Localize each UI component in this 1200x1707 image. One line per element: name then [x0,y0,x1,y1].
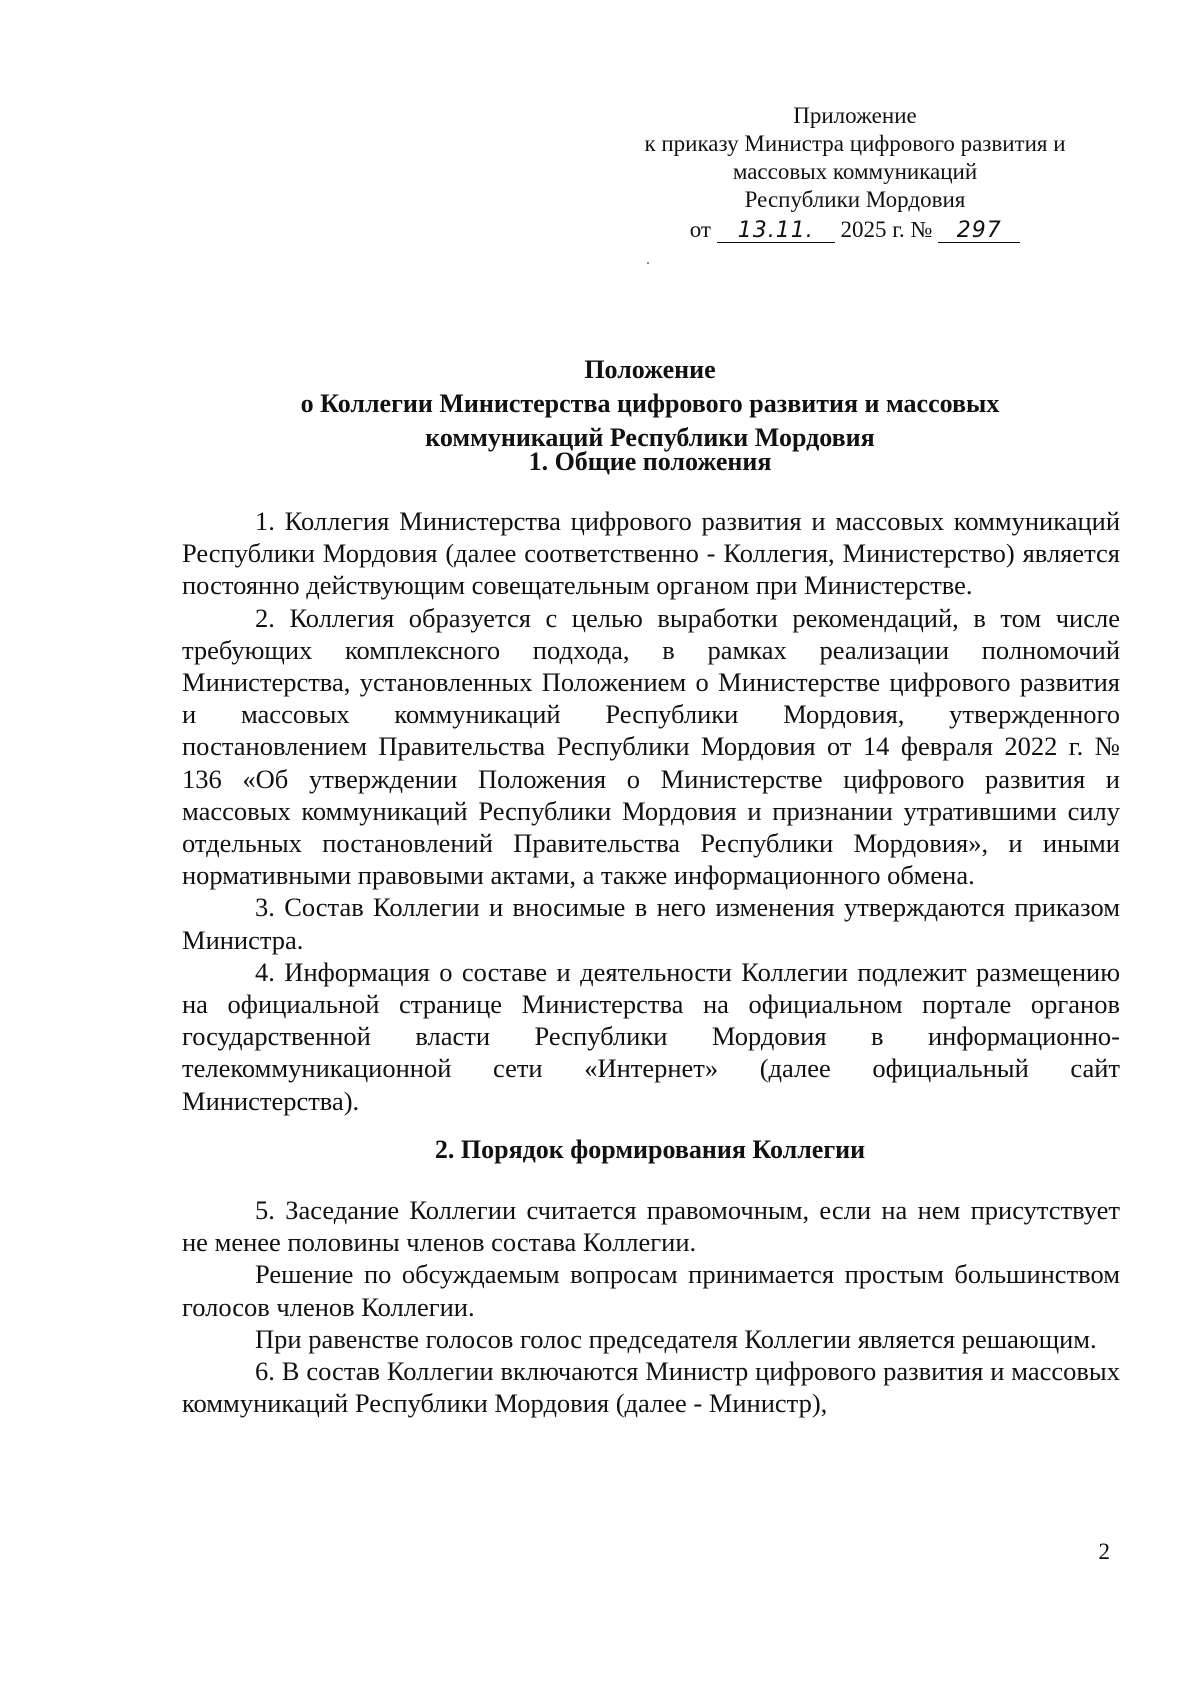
paragraph: 5. Заседание Коллегии считается правомочным, если на нем присутствует не менее половины членов состава Коллегии. [182,1195,1120,1258]
date-prefix: от [689,217,711,242]
paragraph: 4. Информация о составе и деятельности Коллегии подлежит размещению на официальной странице Министерства на официальном портале органов государственной власти Республики Мордовия в информационно-телекоммуникационной сети «Интернет» (далее официальный сайт Министерства). [182,956,1120,1116]
scan-speck [647,262,649,264]
section-heading-formation: 2. Порядок формирования Коллегии [434,1135,866,1164]
document-title [160,353,1140,455]
paragraph: При равенстве голосов голос председателя Коллегии является решающим. [255,1323,1097,1354]
attachment-line: к приказу Министра цифрового развития и [644,131,1066,156]
section-body-general [182,505,1120,1117]
paragraph: 3. Состав Коллегии и вносимые в него изменения утверждаются приказом Министра. [182,892,1120,955]
title-line: Положение [584,355,716,384]
attachment-line: Приложение [793,103,917,128]
page-number: 2 [1098,1539,1110,1564]
attachment-line: Республики Мордовия [744,187,966,212]
attachment-line: массовых коммуникаций [732,159,978,184]
attachment-header [620,102,1090,244]
section-body-formation [182,1194,1120,1419]
paragraph: 6. В состав Коллегии включаются Министр цифрового развития и массовых коммуникаций Республики Мордовия (далее - Министр), [182,1356,1120,1419]
handwritten-date: 13.11. [717,220,835,243]
paragraph: 1. Коллегия Министерства цифрового развития и массовых коммуникаций Республики Мордовия (далее соответственно - Коллегия, Министерство) является постоянно действующим совещательным органом при Министерстве. [182,506,1120,601]
date-year: 2025 г. № [840,217,933,242]
title-line: о Коллегии Министерства цифрового развития и массовых [300,389,1000,418]
paragraph: 2. Коллегия образуется с целью выработки рекомендаций, в том числе требующих комплексного подхода, в рамках реализации полномочий Министерства, установленных Положением о Министерстве цифрового развития и массовых коммуникаций Республики Мордовия, утвержденного постановлением Правительства Республики Мордовия от 14 февраля 2022 г. № 136 «Об утверждении Положения о Министерстве цифрового развития и массовых коммуникаций Республики Мордовия и признании утратившими силу отдельных постановлений Правительства Республики Мордовия», и иными нормативными правовыми актами, а также информационного обмена. [182,602,1120,891]
order-date-line [620,216,1090,244]
title-line: коммуникаций Республики Мордовия [425,423,875,452]
paragraph: Решение по обсуждаемым вопросам принимается простым большинством голосов членов Коллегии. [182,1259,1120,1322]
handwritten-order-number: 297 [938,220,1020,243]
section-heading-general: 1. Общие положения [528,447,772,476]
